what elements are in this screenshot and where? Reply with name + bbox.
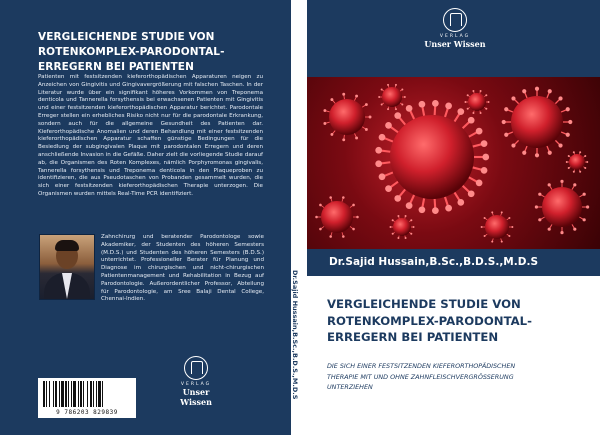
back-title-line-2: ROTENKOMPLEX-PARODONTAL- [38,46,225,58]
front-title-line-3: ERREGERN BEI PATIENTEN [327,330,499,344]
back-cover-title [38,30,278,75]
front-subtitle-line-3: UNTERZIEHEN [327,383,373,391]
publisher-verlag-label: VERLAG [180,382,212,387]
front-subtitle-line-1: DIE SICH EINER FESTSITZENDEN KIEFERORTHOPÄDISCHEN [327,362,516,370]
front-cover [307,0,600,435]
author-portrait-icon [39,234,95,300]
publisher-emblem-icon [184,356,208,380]
publisher-emblem-icon [443,8,467,32]
front-author-name: Dr.Sajid Hussain,B.Sc.,B.D.S.,M.D.S [329,256,539,268]
publisher-name: Unser Wissen [180,387,212,407]
back-publisher-logo [166,356,226,407]
virus-illustration [307,77,600,249]
back-title-line-1: VERGLEICHENDE STUDIE VON [38,31,215,43]
publisher-verlag-label: VERLAG [439,34,471,39]
author-bio: Zahnchirurg und beratender Parodontologe sowie Akademiker, der Studenten des höheren Semesters (M.D.S.) und Studenten des höheren Semesters (B.D.S.) unterrichtet. Professioneller Berater für Planung und Diagnose im chirurgischen und nicht-chirurgischen Patientenmanagement und Rehabilitation in Bezug auf Parodontologie. Außerordentlicher Professor, Abteilung für Parodontologie, am Sree Balaji Dental College, Chennai-Indien. [101,234,264,303]
barcode-number: 9 786203 829839 [56,409,118,416]
back-cover [0,0,291,435]
author-band [307,249,600,276]
front-title-line-2: ROTENKOMPLEX-PARODONTAL- [327,313,532,328]
front-subtitle-line-2: THERAPIE MIT UND OHNE ZAHNFLEISCHVERGRÖSSERUNG [327,372,514,381]
back-title-line-3: ERREGERN BEI PATIENTEN [38,61,194,73]
front-cover-subtitle [327,361,592,393]
front-publisher-logo [420,8,490,49]
isbn-barcode [38,378,136,418]
front-cover-title [327,296,592,346]
publisher-name: Unser Wissen [424,39,486,49]
book-blurb: Patienten mit festsitzenden kieferorthopädischen Apparaturen neigen zu Anzeichen von Gingivitis und Gingivavergrößerung mit falschen Taschen. In der Literatur wurde über ein signifikant höheres Vorkommen von Treponema denticola und Tannerella forsythensis bei erwachsenen Patienten mit Gingivitis und einer festsitzenden kieferorthopädischen Apparatur berichtet. Parodontale Erreger stellen ein erhebliches Risiko nicht nur für die parodontale Erkrankung, sondern auch für die allgemeine Gesundheit des Patienten dar. Kieferorthopädische Anomalien und deren Behandlung mit einer festsitzenden kieferorthopädischen Apparatur schaffen günstige Bedingungen für die Besiedlung der subgingivalen Plaque mit parodontalen Erregern und deren anschließende Invasion in die Gefäße. Daher zielt die vorliegende Studie darauf ab, die Organismen des Roten Komplexes, nämlich Porphyromonas gingivalis, Tannerella forsythensis und Treponema denticola in den Plaqueproben zu identifizieren, die aus Pseudotaschen von Probanden gesammelt wurden, die sich einer festsitzenden kieferorthopädischen Therapie unterzogen. Die Organismen wurden mittels Real-Time PCR identifiziert. [38,74,263,197]
spine-author: Dr.Sajid Hussain,B.Sc.,B.D.S.,M.D.S [291,270,299,400]
front-header-band [307,0,600,77]
front-title-line-1: VERGLEICHENDE STUDIE VON [327,297,521,311]
barcode-bars-icon [42,381,132,407]
virus-cover-image [307,77,600,249]
